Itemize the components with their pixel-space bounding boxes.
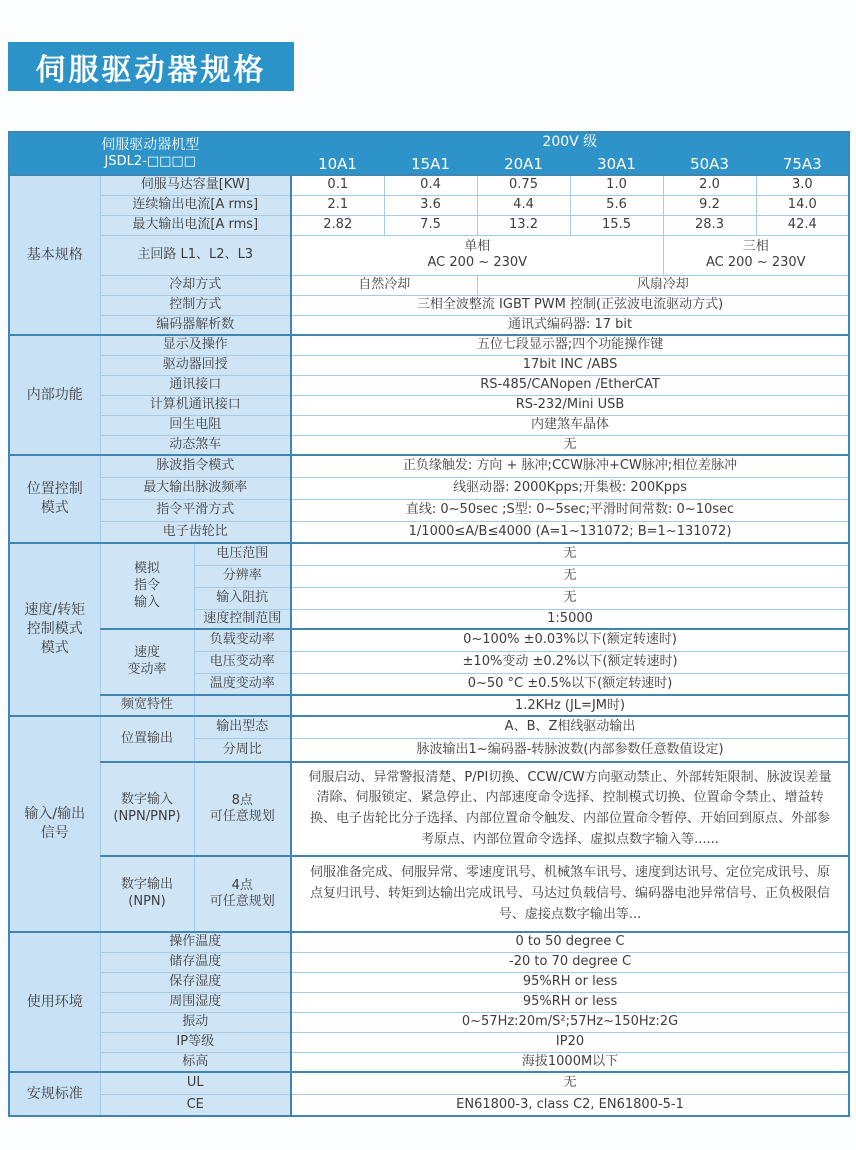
- row-command-smoothing: [9, 499, 849, 521]
- value-cell: -20 to 70 degree C: [291, 952, 849, 972]
- row-output-type: [9, 716, 849, 738]
- model-code: JSDL2-□□□□: [104, 154, 196, 170]
- row-load-variation: [9, 629, 849, 651]
- value-cell: 17bit INC /ABS: [291, 355, 849, 375]
- points-line: 4点: [231, 877, 253, 893]
- row-label: 指令平滑方式: [100, 499, 291, 521]
- value-cell: 0 to 50 degree C: [291, 932, 849, 952]
- row-label: [194, 856, 291, 932]
- row-main-circuit: [9, 235, 849, 275]
- row-pc-comm-interface: [9, 395, 849, 415]
- row-max-current: [9, 215, 849, 235]
- group-speed-torque-mode: [9, 543, 100, 716]
- value-cell: RS-232/Mini USB: [291, 395, 849, 415]
- value-cell: 1:5000: [291, 609, 849, 629]
- row-label: 负载变动率: [194, 629, 291, 651]
- row-label: 显示及操作: [100, 335, 291, 355]
- row-dynamic-brake: [9, 435, 849, 455]
- row-motor-capacity: [9, 175, 849, 195]
- row-label: 驱动器回授: [100, 355, 291, 375]
- value-cell: 正负缘触发: 方向 + 脉冲;CCW脉冲+CW脉冲;相位差脉冲: [291, 455, 849, 477]
- row-label: 速度控制范围: [194, 609, 291, 629]
- row-label: 温度变动率: [194, 673, 291, 695]
- row-continuous-current: [9, 195, 849, 215]
- row-control-method: [9, 295, 849, 315]
- subgroup-label-line: 模拟: [133, 560, 160, 576]
- value-cell: IP20: [291, 1032, 849, 1052]
- row-label: CE: [100, 1094, 291, 1116]
- value-single-phase: [291, 235, 663, 275]
- subgroup-label-line: 速度: [133, 645, 160, 661]
- group-internal-functions: 内部功能: [9, 335, 100, 455]
- row-ul: [9, 1072, 849, 1094]
- row-digital-output: [9, 856, 849, 932]
- value-cell: 2.82: [291, 215, 384, 235]
- model-header-cell: [9, 132, 291, 175]
- value-cell: 3.6: [384, 195, 477, 215]
- value-cell: 42.4: [756, 215, 849, 235]
- group-label-line: 模式: [40, 640, 69, 657]
- group-label-line: 控制模式: [26, 621, 83, 638]
- row-label: 保存湿度: [100, 972, 291, 992]
- value-cell: 无: [291, 1072, 849, 1094]
- row-max-pulse-freq: [9, 477, 849, 499]
- value-cell: ±10%变动 ±0.2%以下(额定转速时): [291, 651, 849, 673]
- page-title: 伺服驱动器规格: [8, 42, 294, 91]
- row-display-operation: [9, 335, 849, 355]
- model-column-15A1: 15A1: [384, 153, 477, 175]
- value-cell: 2.1: [291, 195, 384, 215]
- value-cell: 5.6: [570, 195, 663, 215]
- value-cell: 无: [291, 435, 849, 455]
- row-storage-humidity: [9, 972, 849, 992]
- value-cell: RS-485/CANopen /EtherCAT: [291, 375, 849, 395]
- group-label-line: 位置控制: [26, 481, 83, 498]
- value-cell: 95%RH or less: [291, 992, 849, 1012]
- value-cell: 无: [291, 587, 849, 609]
- row-regen-resistor: [9, 415, 849, 435]
- row-voltage-range: [9, 543, 849, 565]
- subgroup-position-output: 位置输出: [100, 716, 194, 762]
- subgroup-digital-input: [100, 762, 194, 856]
- subgroup-label-line: (NPN/PNP): [113, 809, 181, 825]
- value-cell: 0.4: [384, 175, 477, 195]
- row-label: 储存温度: [100, 952, 291, 972]
- group-position-control-mode: [9, 455, 100, 543]
- value-cell: 无: [291, 543, 849, 565]
- phase-title: 单相: [464, 239, 491, 254]
- row-label: 伺服马达容量[KW]: [100, 175, 291, 195]
- row-operating-temp: [9, 932, 849, 952]
- value-cell: 通讯式编码器: 17 bit: [291, 315, 849, 335]
- model-column-10A1: 10A1: [291, 153, 384, 175]
- row-label: 动态煞车: [100, 435, 291, 455]
- row-label: 连续输出电流[A rms]: [100, 195, 291, 215]
- value-cell: 13.2: [477, 215, 570, 235]
- voltage-class-cell: 200V 级: [291, 132, 849, 153]
- phase-range: AC 200 ~ 230V: [706, 255, 806, 271]
- value-cell: 0~100% ±0.03%以下(额定转速时): [291, 629, 849, 651]
- value-cell: 28.3: [663, 215, 756, 235]
- group-io-signals: [9, 716, 100, 932]
- group-label-line: 输入/输出: [24, 806, 86, 823]
- row-label: 输入阻抗: [194, 587, 291, 609]
- value-cell: 0.75: [477, 175, 570, 195]
- points-line: 8点: [231, 792, 253, 808]
- row-label: 分辨率: [194, 565, 291, 587]
- model-column-75A3: 75A3: [756, 153, 849, 175]
- subgroup-label-line: (NPN): [128, 894, 166, 910]
- row-label: 分周比: [194, 738, 291, 762]
- header-row-voltage: [9, 132, 849, 153]
- row-label: UL: [100, 1072, 291, 1094]
- value-cell: 三相全波整流 IGBT PWM 控制(正弦波电流驱动方式): [291, 295, 849, 315]
- group-safety-standards: 安规标准: [9, 1072, 100, 1116]
- value-cell: 0.1: [291, 175, 384, 195]
- row-label: 脉波指令模式: [100, 455, 291, 477]
- value-cell: 伺服启动、异常警报清楚、P/PI切换、CCW/CW方向驱动禁止、外部转矩限制、脉波误差量清除、伺服锁定、紧急停止、内部速度命令选择、控制模式切换、位置命令禁止、增益转换、电子齿轮比分子选择、内部位置命令触发、内部位置命令暂停、开始回到原点、外部参考原点、内部位置命令选择、虚拟点数字输入等......: [291, 762, 849, 856]
- subgroup-label-line: 数字输出: [120, 877, 173, 893]
- group-label-line: 信号: [40, 825, 69, 842]
- group-label-line: 模式: [40, 500, 69, 517]
- row-ambient-humidity: [9, 992, 849, 1012]
- row-digital-input: [9, 762, 849, 856]
- subgroup-label-line: 数字输入: [120, 792, 173, 808]
- phase-range: AC 200 ~ 230V: [427, 255, 528, 271]
- row-label: 编码器解析数: [100, 315, 291, 335]
- row-label: 电子齿轮比: [100, 521, 291, 543]
- value-natural-cooling: 自然冷却: [291, 275, 477, 295]
- subgroup-label-line: 输入: [133, 594, 160, 610]
- value-cell: 脉波输出1~编码器-转脉波数(内部参数任意数值设定): [291, 738, 849, 762]
- row-label: 主回路 L1、L2、L3: [100, 235, 291, 275]
- row-vibration: [9, 1012, 849, 1032]
- row-label-bandwidth: 频宽特性: [100, 695, 194, 716]
- phase-title: 三相: [742, 239, 769, 254]
- subgroup-label-line: 指令: [133, 577, 160, 593]
- row-label: 计算机通讯接口: [100, 395, 291, 415]
- row-label: 输出型态: [194, 716, 291, 738]
- subgroup-analog-input: [100, 543, 194, 629]
- points-line: 可任意规划: [209, 894, 275, 910]
- value-three-phase: [663, 235, 849, 275]
- model-column-30A1: 30A1: [570, 153, 663, 175]
- value-cell: 2.0: [663, 175, 756, 195]
- row-label: 标高: [100, 1052, 291, 1072]
- value-cell: 无: [291, 565, 849, 587]
- row-label: 振动: [100, 1012, 291, 1032]
- row-label: 控制方式: [100, 295, 291, 315]
- empty-cell: [194, 695, 291, 716]
- row-label: 电压变动率: [194, 651, 291, 673]
- value-cell: 1/1000≤A/B≤4000 (A=1~131072; B=1~131072): [291, 521, 849, 543]
- value-cell: 0~57Hz:20m/S²;57Hz~150Hz:2G: [291, 1012, 849, 1032]
- model-label: 伺服驱动器机型: [101, 137, 200, 154]
- value-fan-cooling: 风扇冷却: [477, 275, 849, 295]
- value-cell: 3.0: [756, 175, 849, 195]
- value-cell: 直线: 0~50sec ;S型: 0~5sec;平滑时间常数: 0~10sec: [291, 499, 849, 521]
- row-pulse-command-mode: [9, 455, 849, 477]
- row-label: 冷却方式: [100, 275, 291, 295]
- value-cell: 1.0: [570, 175, 663, 195]
- model-column-50A3: 50A3: [663, 153, 756, 175]
- row-ce: [9, 1094, 849, 1116]
- row-cooling: [9, 275, 849, 295]
- row-driver-feedback: [9, 355, 849, 375]
- row-encoder-resolution: [9, 315, 849, 335]
- value-cell: 五位七段显示器;四个功能操作键: [291, 335, 849, 355]
- row-bandwidth: [9, 695, 849, 716]
- value-cell: 1.2KHz (JL=JM时): [291, 695, 849, 716]
- row-label: 最大输出电流[A rms]: [100, 215, 291, 235]
- value-cell: 15.5: [570, 215, 663, 235]
- value-cell: 95%RH or less: [291, 972, 849, 992]
- row-electronic-gear: [9, 521, 849, 543]
- model-column-20A1: 20A1: [477, 153, 570, 175]
- value-cell: A、B、Z相线驱动输出: [291, 716, 849, 738]
- row-label: 通讯接口: [100, 375, 291, 395]
- value-cell: 7.5: [384, 215, 477, 235]
- row-storage-temp: [9, 952, 849, 972]
- subgroup-digital-output: [100, 856, 194, 932]
- value-cell: 14.0: [756, 195, 849, 215]
- value-cell: 线驱动器: 2000Kpps;开集极: 200Kpps: [291, 477, 849, 499]
- subgroup-speed-variation: [100, 629, 194, 695]
- row-label: 周围湿度: [100, 992, 291, 1012]
- value-cell: EN61800-3, class C2, EN61800-5-1: [291, 1094, 849, 1116]
- row-ip-rating: [9, 1032, 849, 1052]
- subgroup-label-line: 变动率: [127, 662, 167, 678]
- value-cell: 0~50 °C ±0.5%以下(额定转速时): [291, 673, 849, 695]
- row-label: 操作温度: [100, 932, 291, 952]
- value-cell: 伺服准备完成、伺服异常、零速度讯号、机械煞车讯号、速度到达讯号、定位完成讯号、原点复归讯号、转矩到达输出完成讯号、马达过负载信号、编码器电池异常信号、正负极限信号、虚接点数字输出等...: [291, 856, 849, 932]
- group-label-line: 速度/转矩: [24, 602, 86, 619]
- row-altitude: [9, 1052, 849, 1072]
- row-comm-interface: [9, 375, 849, 395]
- row-label: 回生电阻: [100, 415, 291, 435]
- row-label: [194, 762, 291, 856]
- value-cell: 4.4: [477, 195, 570, 215]
- value-cell: 海拔1000M以下: [291, 1052, 849, 1072]
- value-cell: 9.2: [663, 195, 756, 215]
- row-label: 最大输出脉波频率: [100, 477, 291, 499]
- row-label: 电压范围: [194, 543, 291, 565]
- points-line: 可任意规划: [209, 809, 275, 825]
- spec-table: [8, 131, 850, 1117]
- group-environment: 使用环境: [9, 932, 100, 1072]
- group-basic-specs: 基本规格: [9, 175, 100, 335]
- row-label: IP等级: [100, 1032, 291, 1052]
- value-cell: 内建煞车晶体: [291, 415, 849, 435]
